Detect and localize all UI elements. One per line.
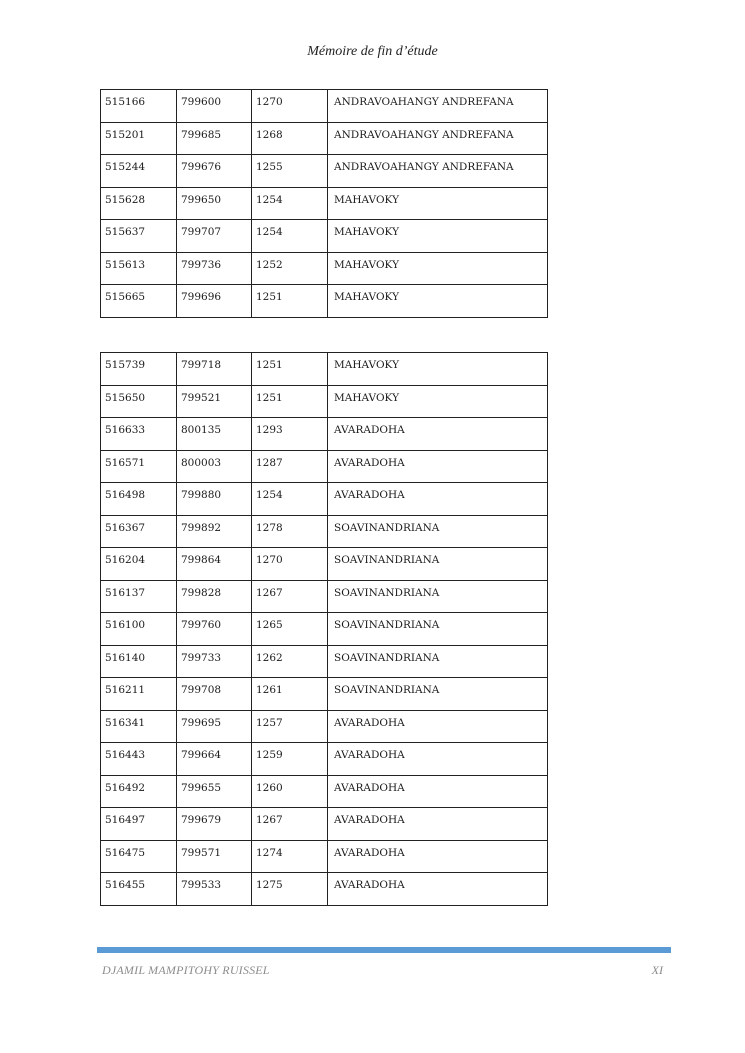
cell-y: 800003: [177, 450, 252, 483]
table-row: [101, 580, 548, 613]
table-row: [101, 252, 548, 285]
table-row: [101, 645, 548, 678]
table-row: [101, 385, 548, 418]
cell-z: 1262: [252, 645, 328, 678]
cell-x: 516497: [101, 808, 177, 841]
cell-locality: AVARADOHA: [328, 808, 548, 841]
cell-locality: AVARADOHA: [328, 743, 548, 776]
table-row: [101, 155, 548, 188]
table-row: [101, 418, 548, 451]
table-row: [101, 220, 548, 253]
cell-locality: MAHAVOKY: [328, 187, 548, 220]
cell-y: 800135: [177, 418, 252, 451]
cell-x: 516492: [101, 775, 177, 808]
cell-y: 799650: [177, 187, 252, 220]
table-row: [101, 808, 548, 841]
page-header-title: Mémoire de fin d’étude: [307, 44, 438, 59]
cell-y: 799718: [177, 353, 252, 386]
cell-y: 799880: [177, 483, 252, 516]
cell-x: 516571: [101, 450, 177, 483]
cell-x: 516100: [101, 613, 177, 646]
cell-locality: MAHAVOKY: [328, 385, 548, 418]
table-body: [101, 90, 548, 318]
cell-locality: AVARADOHA: [328, 775, 548, 808]
table-row: [101, 122, 548, 155]
cell-locality: MAHAVOKY: [328, 285, 548, 318]
table-row: [101, 515, 548, 548]
cell-locality: SOAVINANDRIANA: [328, 678, 548, 711]
cell-x: 516140: [101, 645, 177, 678]
cell-y: 799736: [177, 252, 252, 285]
cell-z: 1251: [252, 353, 328, 386]
cell-locality: AVARADOHA: [328, 840, 548, 873]
cell-x: 515739: [101, 353, 177, 386]
cell-x: 516137: [101, 580, 177, 613]
cell-y: 799892: [177, 515, 252, 548]
cell-z: 1267: [252, 808, 328, 841]
cell-z: 1251: [252, 285, 328, 318]
cell-locality: ANDRAVOAHANGY ANDREFANA: [328, 90, 548, 123]
cell-z: 1259: [252, 743, 328, 776]
cell-locality: AVARADOHA: [328, 710, 548, 743]
cell-x: 516204: [101, 548, 177, 581]
cell-x: 515650: [101, 385, 177, 418]
cell-locality: AVARADOHA: [328, 873, 548, 906]
cell-x: 515166: [101, 90, 177, 123]
cell-locality: SOAVINANDRIANA: [328, 515, 548, 548]
cell-z: 1257: [252, 710, 328, 743]
cell-z: 1270: [252, 90, 328, 123]
table-row: [101, 285, 548, 318]
coordinates-table-1: [100, 89, 548, 318]
cell-z: 1275: [252, 873, 328, 906]
footer-page-number: XI: [651, 963, 663, 977]
cell-y: 799655: [177, 775, 252, 808]
cell-x: 515244: [101, 155, 177, 188]
cell-x: 516498: [101, 483, 177, 516]
table-row: [101, 483, 548, 516]
cell-z: 1270: [252, 548, 328, 581]
cell-y: 799685: [177, 122, 252, 155]
table-row: [101, 840, 548, 873]
cell-y: 799533: [177, 873, 252, 906]
cell-locality: AVARADOHA: [328, 483, 548, 516]
cell-locality: SOAVINANDRIANA: [328, 548, 548, 581]
table-row: [101, 710, 548, 743]
cell-locality: AVARADOHA: [328, 418, 548, 451]
cell-locality: SOAVINANDRIANA: [328, 613, 548, 646]
cell-locality: SOAVINANDRIANA: [328, 645, 548, 678]
cell-locality: MAHAVOKY: [328, 252, 548, 285]
cell-z: 1254: [252, 483, 328, 516]
cell-x: 515201: [101, 122, 177, 155]
cell-z: 1268: [252, 122, 328, 155]
cell-z: 1293: [252, 418, 328, 451]
cell-x: 515628: [101, 187, 177, 220]
table-row: [101, 187, 548, 220]
cell-y: 799760: [177, 613, 252, 646]
cell-x: 516455: [101, 873, 177, 906]
cell-y: 799864: [177, 548, 252, 581]
table-row: [101, 353, 548, 386]
cell-z: 1254: [252, 187, 328, 220]
cell-y: 799664: [177, 743, 252, 776]
table-row: [101, 775, 548, 808]
cell-locality: MAHAVOKY: [328, 220, 548, 253]
cell-x: 515613: [101, 252, 177, 285]
table-row: [101, 450, 548, 483]
cell-locality: SOAVINANDRIANA: [328, 580, 548, 613]
footer-author: DJAMIL MAMPITOHY RUISSEL: [102, 963, 270, 977]
cell-z: 1267: [252, 580, 328, 613]
cell-z: 1278: [252, 515, 328, 548]
cell-locality: ANDRAVOAHANGY ANDREFANA: [328, 122, 548, 155]
cell-x: 516475: [101, 840, 177, 873]
cell-z: 1255: [252, 155, 328, 188]
cell-x: 515665: [101, 285, 177, 318]
cell-x: 516341: [101, 710, 177, 743]
table-body: [101, 353, 548, 906]
table-row: [101, 743, 548, 776]
cell-y: 799707: [177, 220, 252, 253]
cell-locality: MAHAVOKY: [328, 353, 548, 386]
cell-locality: AVARADOHA: [328, 450, 548, 483]
cell-z: 1251: [252, 385, 328, 418]
cell-y: 799733: [177, 645, 252, 678]
cell-x: 516633: [101, 418, 177, 451]
cell-y: 799695: [177, 710, 252, 743]
cell-z: 1252: [252, 252, 328, 285]
cell-locality: ANDRAVOAHANGY ANDREFANA: [328, 155, 548, 188]
cell-y: 799828: [177, 580, 252, 613]
cell-z: 1265: [252, 613, 328, 646]
cell-x: 516443: [101, 743, 177, 776]
cell-y: 799679: [177, 808, 252, 841]
cell-x: 516367: [101, 515, 177, 548]
cell-y: 799708: [177, 678, 252, 711]
coordinates-table-2: [100, 352, 548, 906]
table-row: [101, 90, 548, 123]
cell-y: 799676: [177, 155, 252, 188]
table-row: [101, 678, 548, 711]
cell-z: 1274: [252, 840, 328, 873]
cell-z: 1287: [252, 450, 328, 483]
table-row: [101, 613, 548, 646]
cell-z: 1254: [252, 220, 328, 253]
table-row: [101, 873, 548, 906]
footer-accent-bar: [97, 947, 671, 953]
cell-y: 799696: [177, 285, 252, 318]
cell-y: 799521: [177, 385, 252, 418]
cell-x: 515637: [101, 220, 177, 253]
cell-x: 516211: [101, 678, 177, 711]
cell-z: 1260: [252, 775, 328, 808]
cell-z: 1261: [252, 678, 328, 711]
cell-y: 799571: [177, 840, 252, 873]
cell-y: 799600: [177, 90, 252, 123]
table-row: [101, 548, 548, 581]
